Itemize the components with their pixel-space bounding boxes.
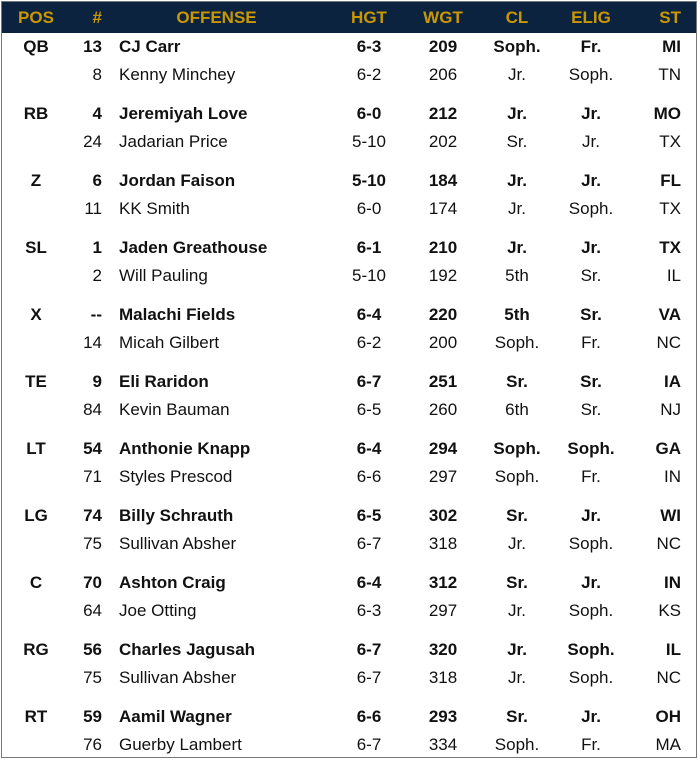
backup-row	[2, 463, 696, 491]
cell-pos: RT	[24, 707, 48, 726]
cell-weight: 209	[428, 37, 458, 56]
cell-height: 6-7	[356, 735, 382, 754]
cell-eligibility: Soph.	[568, 534, 614, 553]
cell-height: 6-3	[356, 37, 382, 56]
cell-name: Ashton Craig	[119, 573, 226, 592]
backup-row	[2, 128, 696, 156]
cell-number: 64	[83, 601, 102, 620]
cell-state: NJ	[660, 400, 681, 419]
cell-number: 14	[83, 333, 102, 352]
cell-name: Styles Prescod	[119, 467, 233, 486]
cell-number: 75	[83, 668, 102, 687]
cell-eligibility: Jr.	[582, 132, 600, 151]
cell-pos: X	[30, 305, 42, 324]
cell-state: OH	[655, 707, 681, 726]
cell-state: VA	[658, 305, 681, 324]
cell-eligibility: Sr.	[580, 305, 602, 324]
cell-state: TX	[659, 132, 681, 151]
cell-number: 13	[83, 37, 102, 56]
cell-class: 6th	[505, 400, 529, 419]
cell-number: 4	[92, 104, 102, 123]
cell-weight: 302	[428, 506, 458, 525]
table-body	[2, 33, 696, 770]
cell-weight: 212	[428, 104, 458, 123]
cell-height: 6-6	[356, 707, 382, 726]
cell-eligibility: Soph.	[568, 199, 614, 218]
cell-eligibility: Soph.	[568, 65, 614, 84]
position-group-qb	[2, 33, 696, 100]
cell-class: Soph.	[494, 735, 540, 754]
cell-eligibility: Soph.	[568, 601, 614, 620]
cell-height: 6-7	[356, 668, 382, 687]
position-group-rg	[2, 636, 696, 703]
cell-eligibility: Jr.	[581, 506, 601, 525]
cell-number: 76	[83, 735, 102, 754]
backup-row	[2, 664, 696, 692]
cell-class: Jr.	[507, 104, 527, 123]
cell-class: Jr.	[507, 640, 527, 659]
cell-pos: RG	[23, 640, 49, 659]
cell-class: Sr.	[506, 573, 528, 592]
cell-state: IN	[664, 467, 681, 486]
cell-class: Soph.	[493, 37, 541, 56]
cell-number: 75	[83, 534, 102, 553]
header-pos: POS	[18, 7, 54, 27]
cell-weight: 202	[428, 132, 458, 151]
cell-weight: 334	[428, 735, 458, 754]
backup-row	[2, 195, 696, 223]
cell-pos: LT	[26, 439, 46, 458]
cell-height: 5-10	[351, 266, 387, 285]
cell-class: 5th	[505, 266, 529, 285]
cell-number: 24	[83, 132, 102, 151]
cell-class: Jr.	[508, 199, 526, 218]
header-class: CL	[505, 7, 529, 27]
cell-eligibility: Soph.	[567, 640, 615, 659]
depth-chart-table	[1, 1, 697, 758]
cell-number: 74	[83, 506, 102, 525]
cell-name: Jaden Greathouse	[119, 238, 268, 257]
cell-number: 84	[83, 400, 102, 419]
starter-row	[2, 234, 696, 262]
cell-class: Sr.	[506, 132, 528, 151]
cell-eligibility: Sr.	[580, 400, 602, 419]
cell-height: 6-4	[356, 573, 382, 592]
cell-state: NC	[656, 534, 681, 553]
cell-height: 6-7	[356, 534, 382, 553]
backup-row	[2, 530, 696, 558]
header-height: HGT	[351, 7, 387, 27]
cell-state: IN	[664, 573, 681, 592]
starter-row	[2, 569, 696, 597]
cell-state: NC	[656, 668, 681, 687]
header-state: ST	[659, 7, 681, 27]
cell-height: 6-1	[356, 238, 382, 257]
cell-state: TX	[659, 238, 681, 257]
backup-row	[2, 262, 696, 290]
cell-height: 6-2	[356, 333, 382, 352]
cell-height: 6-4	[356, 439, 382, 458]
backup-row	[2, 597, 696, 625]
cell-name: Joe Otting	[119, 601, 197, 620]
cell-name: Eli Raridon	[119, 372, 209, 391]
cell-name: Micah Gilbert	[119, 333, 220, 352]
cell-weight: 318	[428, 534, 458, 553]
starter-row	[2, 167, 696, 195]
cell-eligibility: Jr.	[581, 573, 601, 592]
cell-state: KS	[658, 601, 681, 620]
cell-eligibility: Jr.	[581, 171, 601, 190]
cell-weight: 294	[428, 439, 458, 458]
starter-row	[2, 33, 696, 61]
cell-weight: 206	[428, 65, 458, 84]
cell-weight: 293	[428, 707, 458, 726]
backup-row	[2, 329, 696, 357]
position-group-rb	[2, 100, 696, 167]
cell-class: Jr.	[508, 534, 526, 553]
header-eligibility: ELIG	[571, 7, 611, 27]
cell-weight: 251	[428, 372, 458, 391]
cell-number: 56	[83, 640, 102, 659]
cell-weight: 210	[428, 238, 458, 257]
cell-class: Sr.	[506, 506, 528, 525]
cell-height: 6-4	[356, 305, 382, 324]
position-group-lg	[2, 502, 696, 569]
cell-name: Billy Schrauth	[119, 506, 234, 525]
cell-name: Kevin Bauman	[119, 400, 230, 419]
cell-number: --	[90, 305, 102, 324]
starter-row	[2, 502, 696, 530]
cell-class: Soph.	[494, 333, 540, 352]
cell-weight: 312	[428, 573, 458, 592]
cell-number: 59	[83, 707, 102, 726]
cell-class: Jr.	[508, 65, 526, 84]
cell-eligibility: Soph.	[567, 439, 615, 458]
cell-state: FL	[660, 171, 681, 190]
cell-state: GA	[655, 439, 681, 458]
starter-row	[2, 100, 696, 128]
cell-name: Sullivan Absher	[119, 668, 237, 687]
cell-state: IA	[664, 372, 681, 391]
cell-eligibility: Soph.	[568, 668, 614, 687]
cell-eligibility: Jr.	[581, 238, 601, 257]
cell-class: 5th	[504, 305, 530, 324]
position-group-c	[2, 569, 696, 636]
cell-weight: 220	[428, 305, 458, 324]
cell-class: Sr.	[506, 707, 528, 726]
cell-name: Jeremiyah Love	[119, 104, 248, 123]
cell-name: Kenny Minchey	[119, 65, 236, 84]
cell-weight: 318	[428, 668, 458, 687]
cell-number: 9	[92, 372, 102, 391]
cell-number: 1	[92, 238, 102, 257]
cell-pos: SL	[25, 238, 47, 257]
cell-eligibility: Fr.	[581, 333, 601, 352]
starter-row	[2, 703, 696, 731]
cell-eligibility: Fr.	[580, 37, 602, 56]
starter-row	[2, 435, 696, 463]
cell-state: IL	[666, 266, 681, 285]
cell-class: Jr.	[508, 601, 526, 620]
cell-height: 5-10	[351, 132, 387, 151]
cell-weight: 200	[428, 333, 458, 352]
position-group-rt	[2, 703, 696, 770]
cell-pos: C	[29, 573, 43, 592]
cell-class: Soph.	[493, 439, 541, 458]
cell-name: Anthonie Knapp	[119, 439, 251, 458]
cell-pos: QB	[23, 37, 49, 56]
cell-height: 6-2	[356, 65, 382, 84]
cell-state: NC	[656, 333, 681, 352]
starter-row	[2, 368, 696, 396]
cell-name: Malachi Fields	[119, 305, 236, 324]
cell-name: Guerby Lambert	[119, 735, 242, 754]
position-group-lt	[2, 435, 696, 502]
cell-eligibility: Sr.	[580, 266, 602, 285]
position-group-z	[2, 167, 696, 234]
cell-number: 2	[92, 266, 102, 285]
cell-weight: 320	[428, 640, 458, 659]
cell-state: MA	[655, 735, 681, 754]
cell-height: 6-5	[356, 506, 382, 525]
cell-weight: 174	[428, 199, 458, 218]
cell-height: 6-0	[356, 199, 382, 218]
header-number: #	[92, 7, 102, 27]
cell-pos: TE	[25, 372, 47, 391]
cell-height: 6-5	[356, 400, 382, 419]
cell-class: Jr.	[508, 668, 526, 687]
cell-weight: 297	[428, 601, 458, 620]
cell-name: Charles Jagusah	[119, 640, 256, 659]
cell-class: Sr.	[506, 372, 528, 391]
cell-name: Will Pauling	[119, 266, 208, 285]
cell-eligibility: Jr.	[581, 104, 601, 123]
cell-state: WI	[660, 506, 681, 525]
cell-state: IL	[665, 640, 681, 659]
cell-weight: 192	[428, 266, 458, 285]
cell-name: Jordan Faison	[119, 171, 236, 190]
cell-name: CJ Carr	[119, 37, 181, 56]
backup-row	[2, 731, 696, 759]
cell-height: 6-6	[356, 467, 382, 486]
cell-name: Sullivan Absher	[119, 534, 237, 553]
cell-number: 11	[84, 199, 102, 218]
cell-height: 6-3	[356, 601, 382, 620]
starter-row	[2, 301, 696, 329]
cell-class: Soph.	[494, 467, 540, 486]
backup-row	[2, 396, 696, 424]
position-group-x	[2, 301, 696, 368]
cell-state: MO	[653, 104, 681, 123]
cell-pos: LG	[24, 506, 48, 525]
cell-height: 6-7	[356, 640, 382, 659]
cell-eligibility: Jr.	[581, 707, 601, 726]
cell-class: Jr.	[507, 171, 527, 190]
cell-state: TN	[658, 65, 681, 84]
cell-weight: 184	[428, 171, 458, 190]
cell-class: Jr.	[507, 238, 527, 257]
cell-weight: 297	[428, 467, 458, 486]
cell-state: MI	[662, 37, 681, 56]
cell-number: 8	[92, 65, 102, 84]
cell-number: 54	[83, 439, 102, 458]
cell-name: KK Smith	[119, 199, 190, 218]
cell-number: 71	[83, 467, 102, 486]
cell-eligibility: Sr.	[580, 372, 602, 391]
cell-name: Jadarian Price	[119, 132, 228, 151]
position-group-te	[2, 368, 696, 435]
cell-height: 6-0	[356, 104, 382, 123]
cell-pos: Z	[30, 171, 42, 190]
cell-eligibility: Fr.	[581, 467, 601, 486]
cell-pos: RB	[23, 104, 49, 123]
table-header	[2, 2, 696, 33]
header-offense: OFFENSE	[176, 7, 257, 27]
header-weight: WGT	[423, 7, 463, 27]
cell-number: 70	[83, 573, 102, 592]
position-group-sl	[2, 234, 696, 301]
cell-height: 5-10	[351, 171, 387, 190]
cell-weight: 260	[428, 400, 458, 419]
cell-name: Aamil Wagner	[119, 707, 232, 726]
cell-state: TX	[659, 199, 681, 218]
cell-eligibility: Fr.	[581, 735, 601, 754]
starter-row	[2, 636, 696, 664]
backup-row	[2, 61, 696, 89]
cell-height: 6-7	[356, 372, 382, 391]
cell-number: 6	[92, 171, 102, 190]
